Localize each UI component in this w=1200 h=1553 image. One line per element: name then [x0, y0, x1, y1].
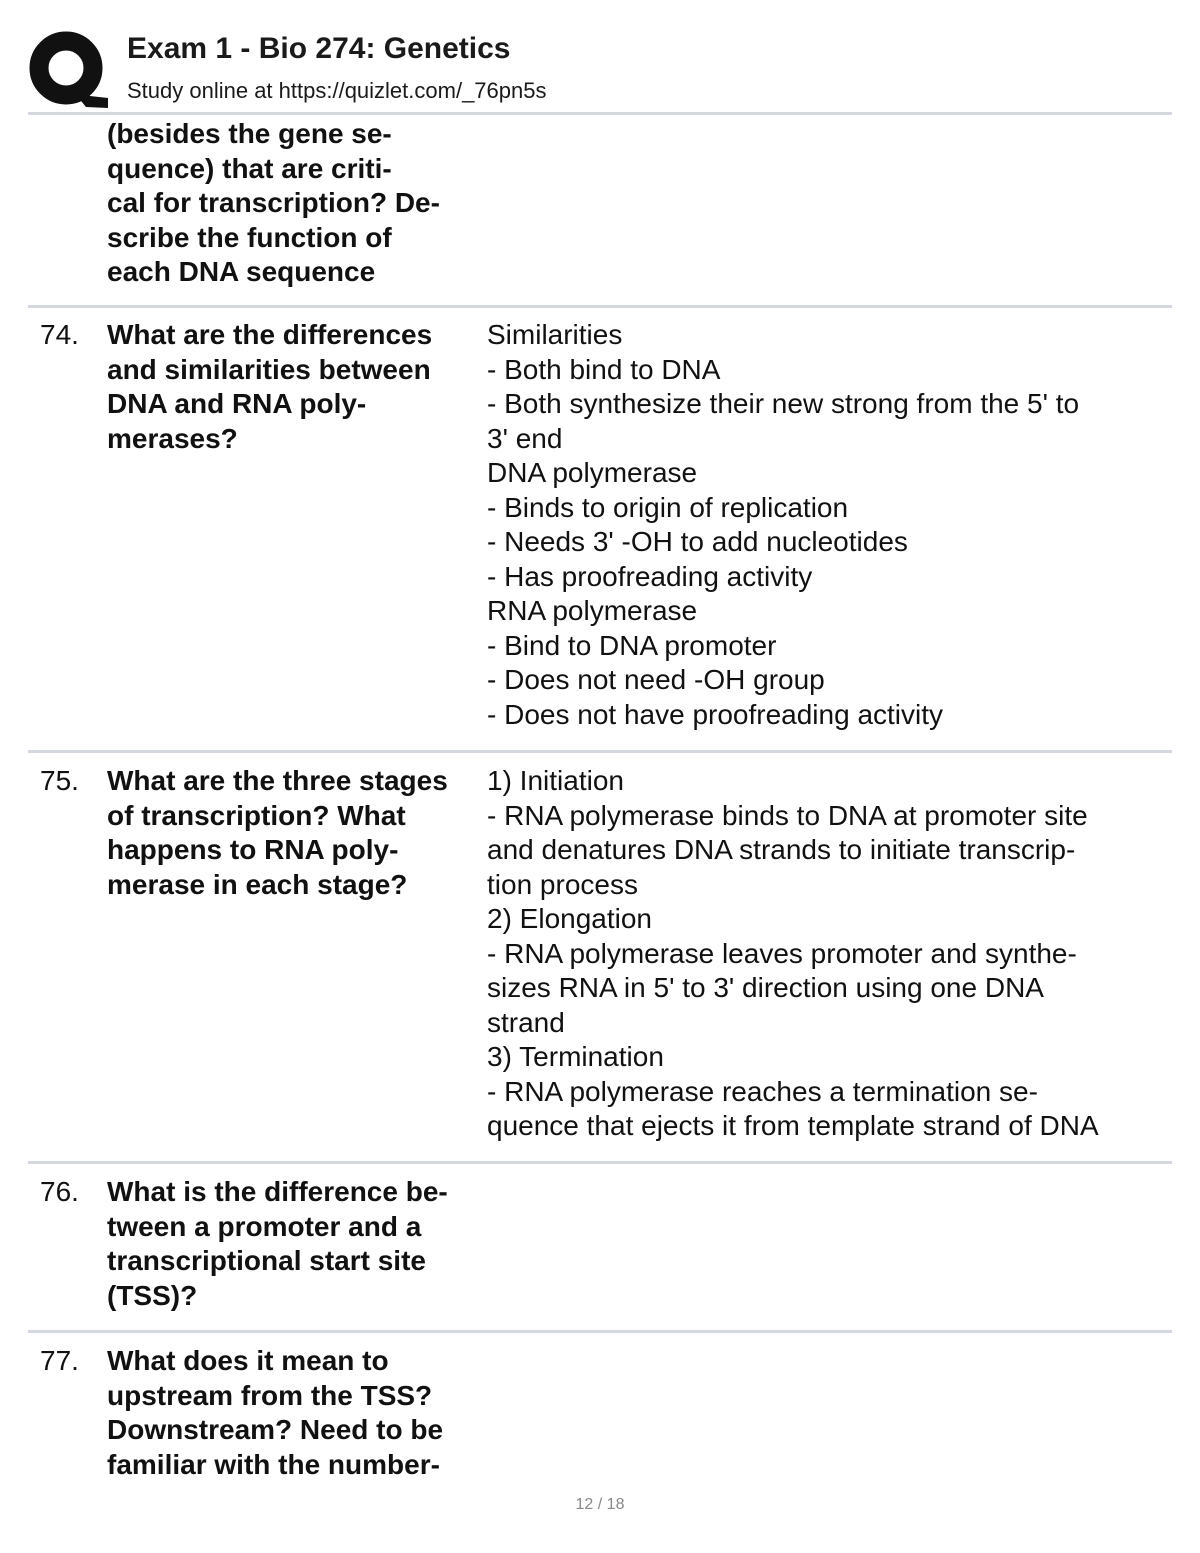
- row-divider: [28, 305, 1172, 308]
- question-text: What are the three stages of transcription? What happens to RNA poly- merase in each stage?: [107, 765, 448, 900]
- question-number: 77.: [40, 1345, 79, 1376]
- quizlet-logo-icon: [28, 30, 108, 108]
- row-divider: [28, 750, 1172, 753]
- page-indicator: 12 / 18: [575, 1496, 625, 1513]
- document-title: Exam 1 - Bio 274: Genetics: [127, 32, 511, 65]
- answer-text: Similarities - Both bind to DNA - Both synthesize their new strong from the 5' to 3' end DNA polymerase - Binds to origin of replication - Needs 3' -OH to add nucleotides - Has proofreading activity RNA polymerase - Bind to DNA promoter - Does not need -OH group - Does not have proofreading activity: [487, 319, 1080, 730]
- header-divider: [28, 112, 1172, 115]
- question-text: (besides the gene se- quence) that are criti- cal for transcription? De- scribe the function of each DNA sequence: [107, 118, 440, 287]
- question-text: What does it mean to upstream from the TSS? Downstream? Need to be familiar with the number-: [107, 1345, 444, 1480]
- question-text: What is the difference be- tween a promoter and a transcriptional start site (TSS)?: [107, 1176, 448, 1311]
- answer-text: 1) Initiation - RNA polymerase binds to DNA at promoter site and denatures DNA strands to initiate transcrip- tion process 2) Elongation - RNA polymerase leaves promoter and synthe- sizes RNA in 5' to 3' direction using one DNA strand 3) Termination - RNA polymerase reaches a termination se- quence that ejects it from template strand of DNA: [487, 765, 1099, 1141]
- question-text: What are the differences and similarities between DNA and RNA poly- merases?: [107, 319, 433, 454]
- question-number: 76.: [40, 1176, 79, 1207]
- study-online-link[interactable]: Study online at https://quizlet.com/_76pn5s: [127, 78, 547, 103]
- question-number: 75.: [40, 765, 79, 796]
- row-divider: [28, 1161, 1172, 1164]
- row-divider: [28, 1330, 1172, 1333]
- question-number: 74.: [40, 319, 79, 350]
